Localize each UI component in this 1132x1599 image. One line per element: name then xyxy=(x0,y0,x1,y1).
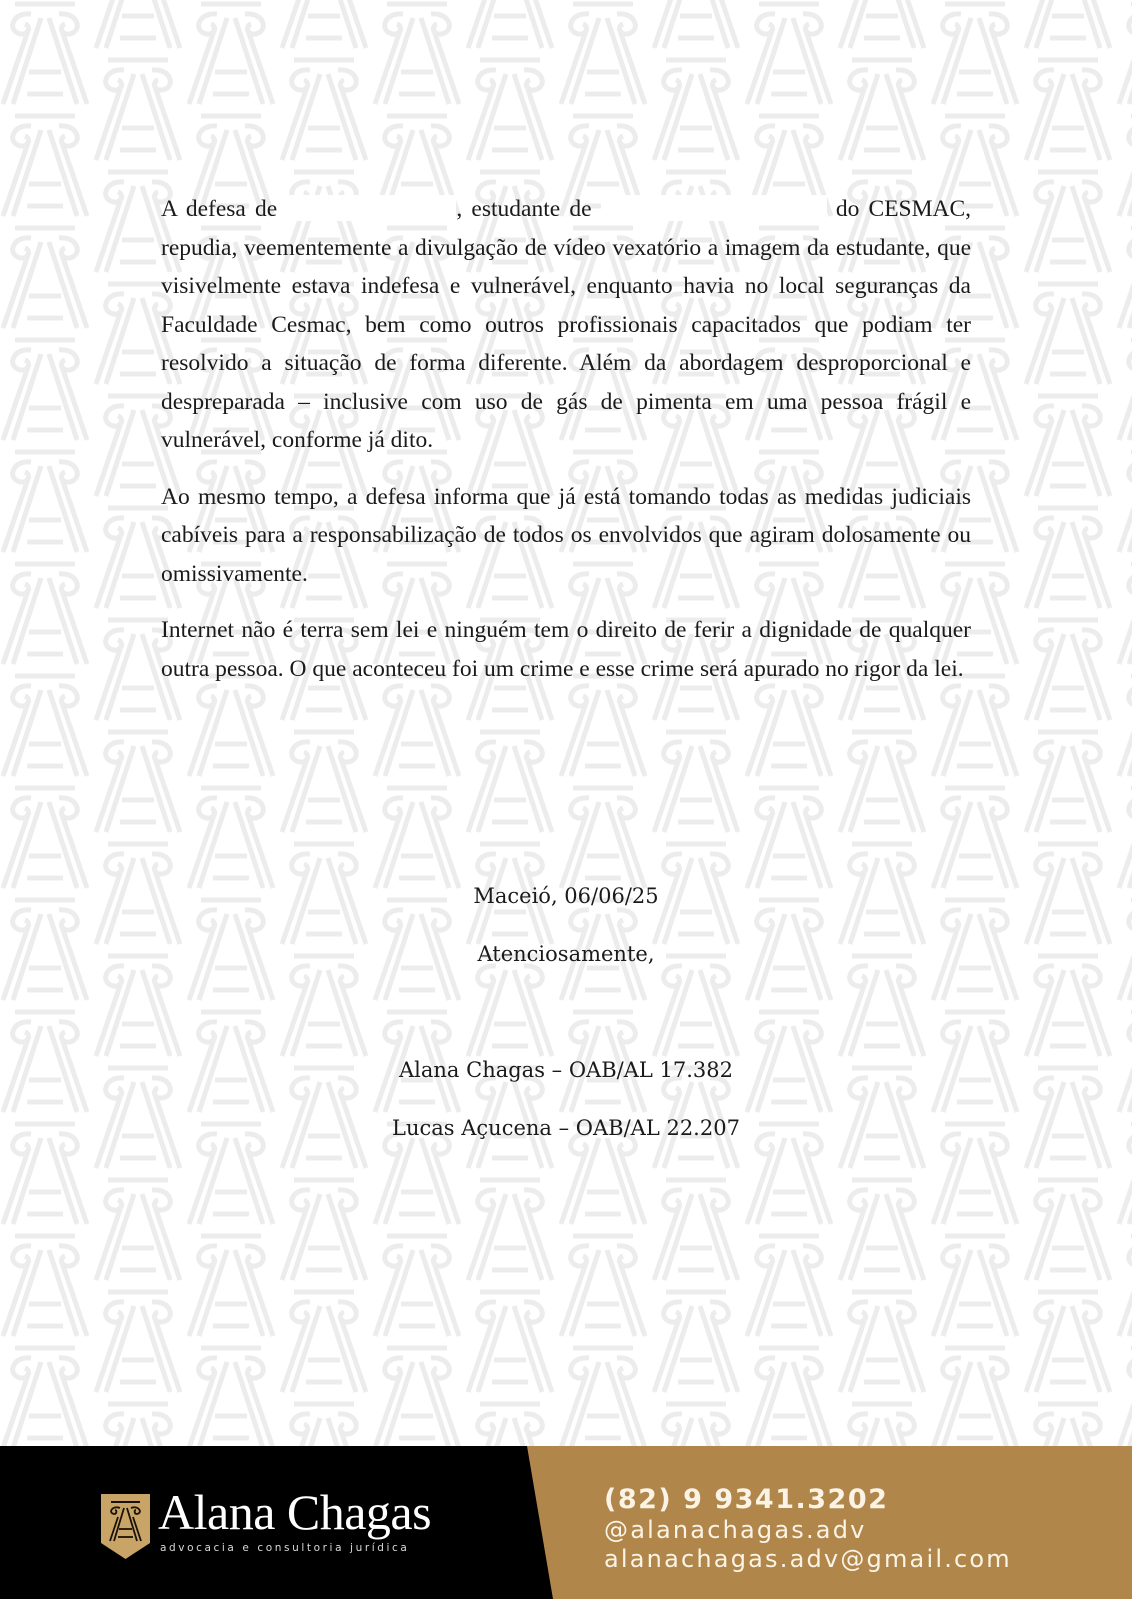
phone-number[interactable]: (82) 9 9341.3202 xyxy=(604,1484,889,1515)
closing: Atenciosamente, xyxy=(477,942,655,966)
email-address[interactable]: alanachagas.adv@gmail.com xyxy=(604,1545,1012,1573)
paragraph-1-do: do xyxy=(835,196,860,222)
signatory-2: Lucas Açucena – OAB/AL 22.207 xyxy=(392,1116,740,1140)
paragraph-2: Ao mesmo tempo, a defesa informa que já está tomando todas as medidas judiciais cabíveis para a responsabilização de todos os envolvidos que agiram dolosamente ou omissivamente. xyxy=(161,483,971,587)
paragraph-1-rest: CESMAC, repudia, veementemente a divulgação de vídeo vexatório a imagem da estudante, que visivelmente estava indefesa e vulnerável, enquanto havia no local seguranças da Faculdade Cesmac, bem como outros profissionais capacitados que podiam ter resolvido a situação de forma diferente. Além da abordagem desproporcional e despreparada – inclusive com uso de gás de pimenta em uma pessoa frágil e vulnerável, conforme já dito. xyxy=(161,196,972,453)
instagram-handle[interactable]: @alanachagas.adv xyxy=(604,1516,867,1544)
place-date: Maceió, 06/06/25 xyxy=(473,884,659,908)
paragraph-3: Internet não é terra sem lei e ninguém tem o direito de ferir a dignidade de qualquer outra pessoa. O que aconteceu foi um crime e esse crime será apurado no rigor da lei. xyxy=(161,617,971,682)
redacted-name xyxy=(286,195,456,221)
footer xyxy=(0,1446,1132,1599)
paragraph-1 xyxy=(161,190,971,460)
paragraph-1-intro: A defesa de xyxy=(161,196,278,222)
signatory-1: Alana Chagas – OAB/AL 17.382 xyxy=(399,1058,733,1082)
letter-body xyxy=(161,190,971,706)
brand-tagline: advocacia e consultoria jurídica xyxy=(160,1542,410,1554)
logo-shield-icon xyxy=(98,1491,153,1561)
redacted-course xyxy=(601,195,827,221)
brand-name: Alana Chagas xyxy=(158,1484,432,1540)
paragraph-1-middle: , estudante de xyxy=(456,196,592,222)
